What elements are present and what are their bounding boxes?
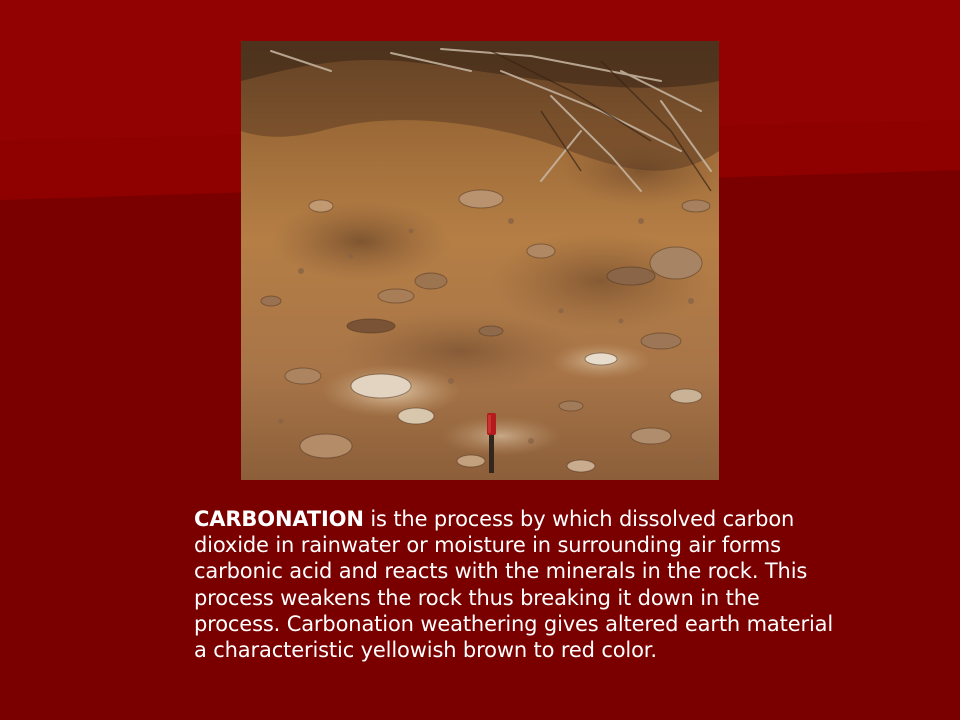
caption-body: is the process by which dissolved carbon dioxide in rainwater or moisture in surrounding air forms carbonic acid and reacts with the minerals in the rock. This process weakens the rock thus breaking it down in the process. Carbonation weathering gives altered earth material a characteristic yellowish brown to red color. <box>194 507 834 663</box>
soil-photo <box>241 41 719 480</box>
caption-term: CARBONATION <box>194 507 364 531</box>
caption-paragraph <box>194 506 834 663</box>
